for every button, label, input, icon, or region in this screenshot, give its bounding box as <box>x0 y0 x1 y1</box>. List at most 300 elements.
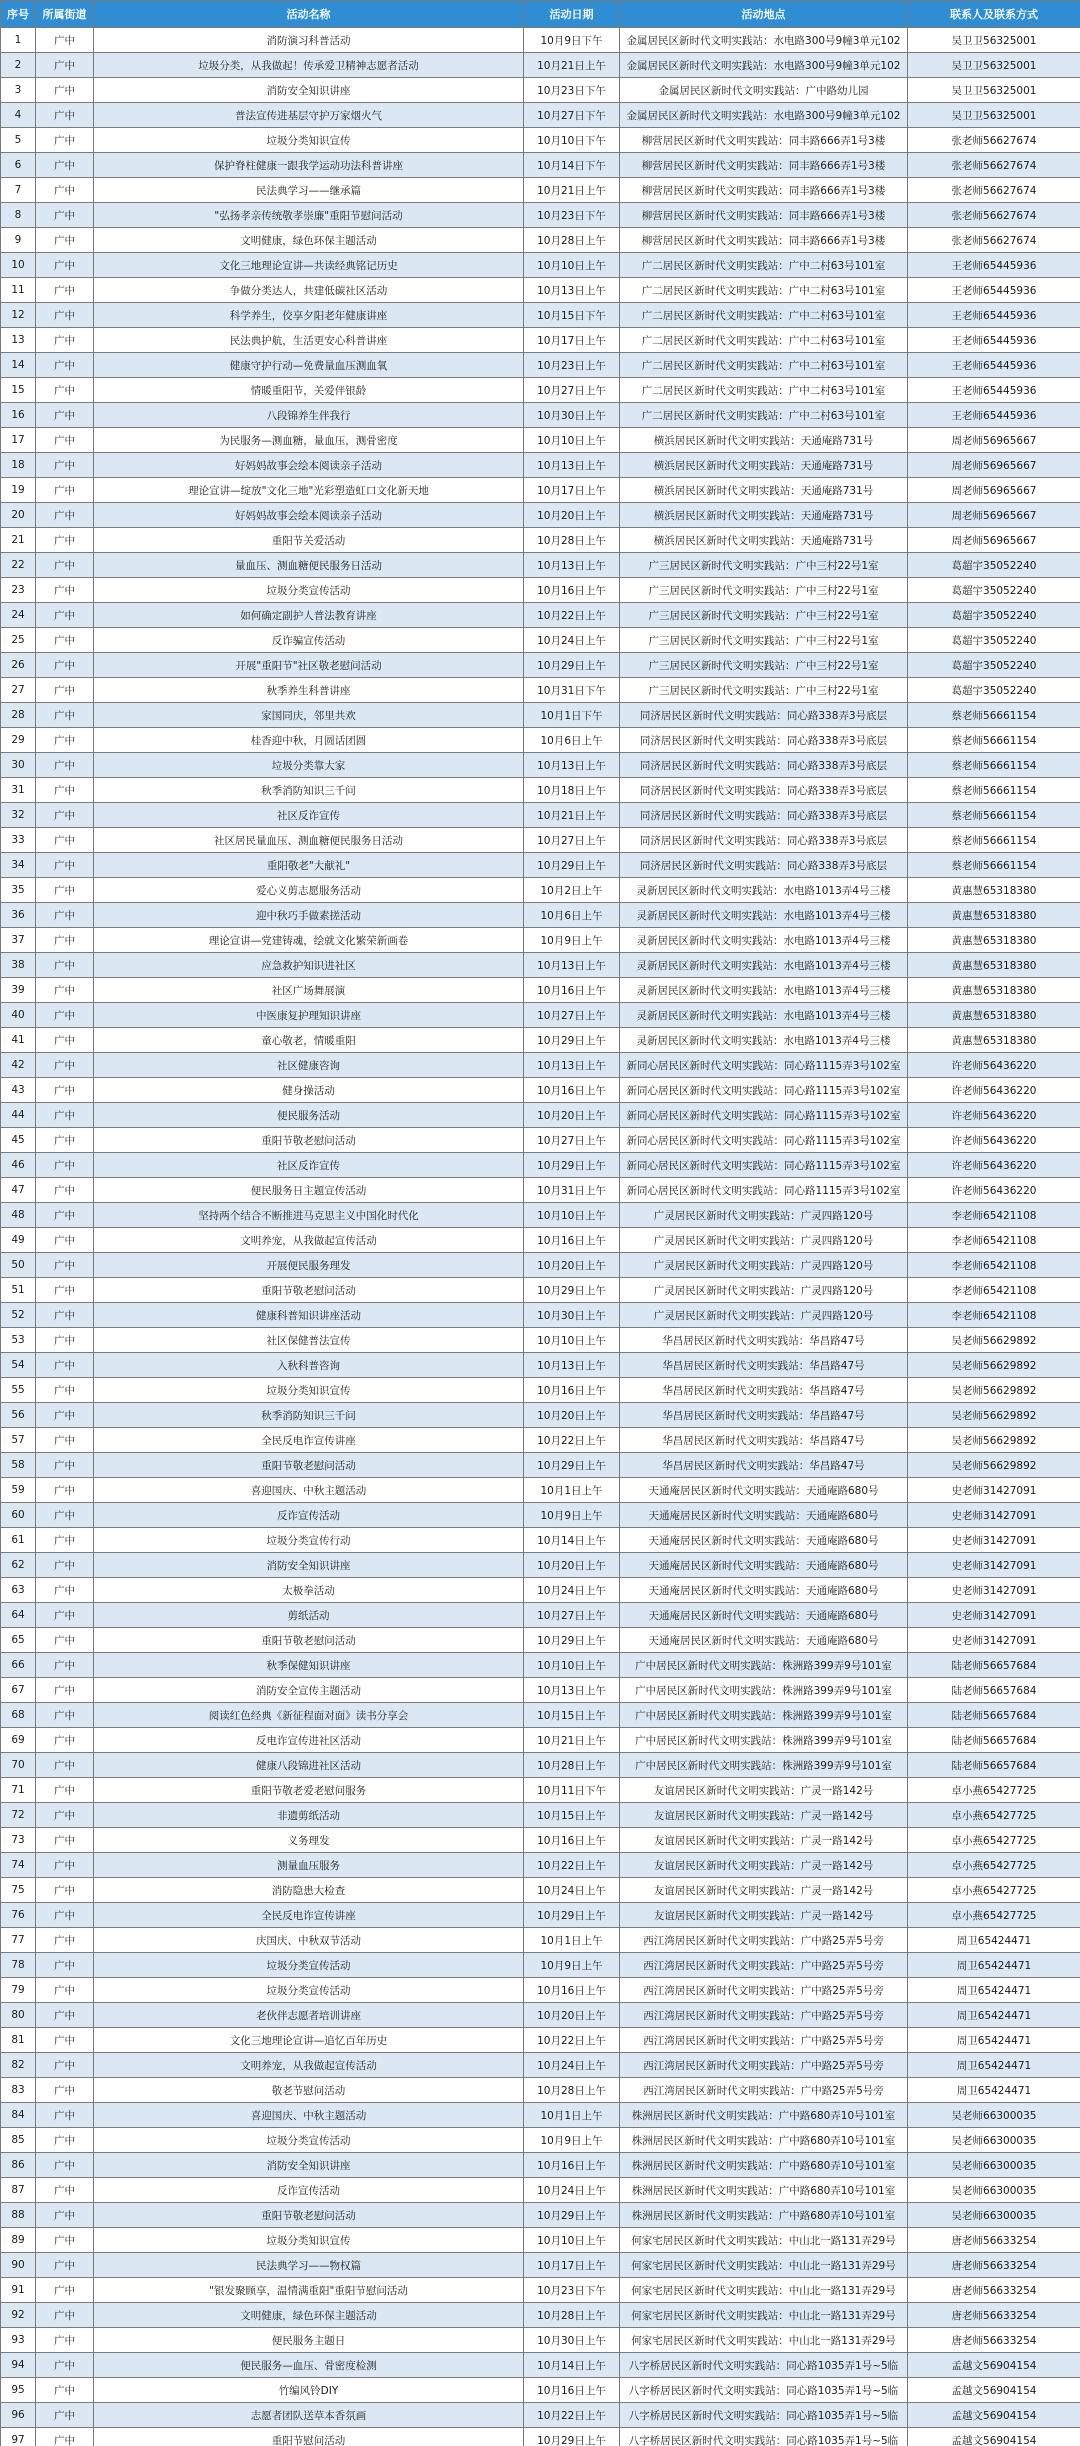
cell-index: 12 <box>1 303 36 328</box>
cell-activity-date: 10月9日上午 <box>524 2128 620 2153</box>
cell-activity-location: 广中居民区新时代文明实践站：株洲路399弄9号101室 <box>620 1653 908 1678</box>
cell-activity-name: 爱心义剪志愿服务活动 <box>94 878 524 903</box>
cell-activity-name: 家国同庆，邻里共欢 <box>94 703 524 728</box>
table-row <box>1 453 1080 478</box>
table-row <box>1 2053 1080 2078</box>
cell-contact: 唐老师56633254 <box>908 2278 1080 2303</box>
cell-contact: 蔡老师56661154 <box>908 853 1080 878</box>
cell-index: 20 <box>1 503 36 528</box>
table-row <box>1 853 1080 878</box>
cell-contact: 孟越文56904154 <box>908 2353 1080 2378</box>
cell-index: 6 <box>1 153 36 178</box>
cell-street: 广中 <box>36 403 94 428</box>
cell-street: 广中 <box>36 1478 94 1503</box>
cell-contact: 葛超宇35052240 <box>908 653 1080 678</box>
cell-street: 广中 <box>36 28 94 53</box>
cell-activity-date: 10月29日上午 <box>524 1278 620 1303</box>
cell-contact: 史老师31427091 <box>908 1528 1080 1553</box>
cell-contact: 周卫65424471 <box>908 1953 1080 1978</box>
cell-activity-date: 10月14日下午 <box>524 153 620 178</box>
cell-street: 广中 <box>36 953 94 978</box>
cell-activity-date: 10月28日上午 <box>524 1753 620 1778</box>
table-row <box>1 2378 1080 2403</box>
table-row <box>1 2278 1080 2303</box>
cell-activity-location: 广灵居民区新时代文明实践站：广灵四路120号 <box>620 1278 908 1303</box>
cell-contact: 史老师31427091 <box>908 1553 1080 1578</box>
cell-street: 广中 <box>36 1603 94 1628</box>
cell-activity-location: 柳营居民区新时代文明实践站：同丰路666弄1号3楼 <box>620 128 908 153</box>
cell-street: 广中 <box>36 1703 94 1728</box>
cell-street: 广中 <box>36 2153 94 2178</box>
cell-index: 79 <box>1 1978 36 2003</box>
table-row <box>1 2253 1080 2278</box>
cell-activity-date: 10月27日上午 <box>524 1003 620 1028</box>
cell-activity-date: 10月9日上午 <box>524 1503 620 1528</box>
cell-index: 35 <box>1 878 36 903</box>
cell-street: 广中 <box>36 778 94 803</box>
cell-index: 19 <box>1 478 36 503</box>
cell-street: 广中 <box>36 1978 94 2003</box>
cell-contact: 周老师56965667 <box>908 528 1080 553</box>
table-row <box>1 228 1080 253</box>
cell-contact: 史老师31427091 <box>908 1503 1080 1528</box>
table-row <box>1 1703 1080 1728</box>
cell-activity-date: 10月10日上午 <box>524 1203 620 1228</box>
cell-activity-date: 10月28日上午 <box>524 528 620 553</box>
cell-activity-location: 广二居民区新时代文明实践站：广中二村63号101室 <box>620 253 908 278</box>
cell-contact: 陆老师56657684 <box>908 1728 1080 1753</box>
cell-street: 广中 <box>36 128 94 153</box>
cell-activity-name: 中医康复护理知识讲座 <box>94 1003 524 1028</box>
cell-contact: 张老师56627674 <box>908 228 1080 253</box>
cell-contact: 唐老师56633254 <box>908 2253 1080 2278</box>
cell-street: 广中 <box>36 1628 94 1653</box>
cell-index: 37 <box>1 928 36 953</box>
cell-activity-date: 10月24日上午 <box>524 2053 620 2078</box>
cell-activity-location: 何家宅居民区新时代文明实践站：中山北一路131弄29号 <box>620 2328 908 2353</box>
cell-street: 广中 <box>36 1828 94 1853</box>
cell-index: 42 <box>1 1053 36 1078</box>
cell-activity-location: 西江湾居民区新时代文明实践站：广中路25弄5号旁 <box>620 2078 908 2103</box>
table-row <box>1 1078 1080 1103</box>
cell-activity-location: 灵新居民区新时代文明实践站：水电路1013弄4号三楼 <box>620 978 908 1003</box>
cell-index: 95 <box>1 2378 36 2403</box>
cell-index: 2 <box>1 53 36 78</box>
cell-activity-location: 同济居民区新时代文明实践站：同心路338弄3号底层 <box>620 753 908 778</box>
cell-street: 广中 <box>36 603 94 628</box>
cell-index: 89 <box>1 2228 36 2253</box>
cell-activity-name: 垃圾分类知识宣传 <box>94 2228 524 2253</box>
cell-activity-location: 广三居民区新时代文明实践站：广中三村22号1室 <box>620 603 908 628</box>
cell-index: 18 <box>1 453 36 478</box>
cell-activity-name: 文化三地理论宣讲—追忆百年历史 <box>94 2028 524 2053</box>
cell-activity-date: 10月29日上午 <box>524 1903 620 1928</box>
cell-contact: 卓小燕65427725 <box>908 1778 1080 1803</box>
cell-activity-date: 10月22日上午 <box>524 1428 620 1453</box>
cell-contact: 周卫65424471 <box>908 2078 1080 2103</box>
cell-index: 53 <box>1 1328 36 1353</box>
table-row <box>1 928 1080 953</box>
cell-activity-date: 10月29日上午 <box>524 1153 620 1178</box>
table-row <box>1 653 1080 678</box>
cell-activity-date: 10月27日上午 <box>524 1603 620 1628</box>
cell-activity-location: 同济居民区新时代文明实践站：同心路338弄3号底层 <box>620 853 908 878</box>
cell-street: 广中 <box>36 2078 94 2103</box>
cell-contact: 吴老师66300035 <box>908 2178 1080 2203</box>
cell-activity-location: 同济居民区新时代文明实践站：同心路338弄3号底层 <box>620 703 908 728</box>
cell-index: 87 <box>1 2178 36 2203</box>
cell-activity-date: 10月23日下午 <box>524 78 620 103</box>
cell-contact: 吴老师66300035 <box>908 2153 1080 2178</box>
cell-street: 广中 <box>36 2328 94 2353</box>
cell-contact: 周卫65424471 <box>908 2053 1080 2078</box>
cell-activity-location: 何家宅居民区新时代文明实践站：中山北一路131弄29号 <box>620 2278 908 2303</box>
table-row <box>1 603 1080 628</box>
cell-index: 71 <box>1 1778 36 1803</box>
cell-index: 23 <box>1 578 36 603</box>
cell-activity-date: 10月13日上午 <box>524 1353 620 1378</box>
cell-activity-name: 庆国庆、中秋双节活动 <box>94 1928 524 1953</box>
cell-activity-location: 广中居民区新时代文明实践站：株洲路399弄9号101室 <box>620 1753 908 1778</box>
cell-activity-name: 重阳节敬老慰问活动 <box>94 1278 524 1303</box>
cell-activity-date: 10月17日上午 <box>524 328 620 353</box>
cell-activity-location: 金属居民区新时代文明实践站：广中路幼儿园 <box>620 78 908 103</box>
table-row <box>1 2103 1080 2128</box>
cell-activity-name: 竹编风铃DIY <box>94 2378 524 2403</box>
cell-activity-location: 柳营居民区新时代文明实践站：同丰路666弄1号3楼 <box>620 203 908 228</box>
cell-activity-name: 剪纸活动 <box>94 1603 524 1628</box>
cell-contact: 蔡老师56661154 <box>908 703 1080 728</box>
cell-street: 广中 <box>36 1953 94 1978</box>
table-row <box>1 1578 1080 1603</box>
cell-activity-location: 灵新居民区新时代文明实践站：水电路1013弄4号三楼 <box>620 878 908 903</box>
cell-contact: 陆老师56657684 <box>908 1653 1080 1678</box>
cell-contact: 卓小燕65427725 <box>908 1903 1080 1928</box>
table-row <box>1 1228 1080 1253</box>
table-row <box>1 678 1080 703</box>
cell-street: 广中 <box>36 153 94 178</box>
cell-activity-name: 文明养宠，从我做起宣传活动 <box>94 1228 524 1253</box>
cell-street: 广中 <box>36 2128 94 2153</box>
cell-contact: 史老师31427091 <box>908 1603 1080 1628</box>
cell-street: 广中 <box>36 203 94 228</box>
cell-contact: 葛超宇35052240 <box>908 628 1080 653</box>
cell-activity-name: 文明健康，绿色环保主题活动 <box>94 228 524 253</box>
cell-street: 广中 <box>36 1778 94 1803</box>
cell-street: 广中 <box>36 1653 94 1678</box>
cell-activity-name: 秋季消防知识三千问 <box>94 778 524 803</box>
cell-activity-name: 社区健康咨询 <box>94 1053 524 1078</box>
cell-activity-location: 新同心居民区新时代文明实践站：同心路1115弄3号102室 <box>620 1053 908 1078</box>
cell-contact: 许老师56436220 <box>908 1103 1080 1128</box>
cell-activity-date: 10月13日上午 <box>524 753 620 778</box>
cell-street: 广中 <box>36 1803 94 1828</box>
cell-contact: 葛超宇35052240 <box>908 553 1080 578</box>
cell-street: 广中 <box>36 1228 94 1253</box>
cell-activity-date: 10月6日上午 <box>524 903 620 928</box>
cell-activity-date: 10月22日上午 <box>524 603 620 628</box>
cell-activity-location: 灵新居民区新时代文明实践站：水电路1013弄4号三楼 <box>620 953 908 978</box>
cell-contact: 唐老师56633254 <box>908 2228 1080 2253</box>
table-row <box>1 728 1080 753</box>
cell-activity-name: 社区保健普法宣传 <box>94 1328 524 1353</box>
cell-activity-date: 10月20日上午 <box>524 2003 620 2028</box>
cell-contact: 王老师65445936 <box>908 403 1080 428</box>
cell-activity-date: 10月24日上午 <box>524 1578 620 1603</box>
cell-activity-location: 横浜居民区新时代文明实践站：天通庵路731号 <box>620 478 908 503</box>
table-row <box>1 1903 1080 1928</box>
cell-activity-location: 西江湾居民区新时代文明实践站：广中路25弄5号旁 <box>620 1953 908 1978</box>
cell-contact: 王老师65445936 <box>908 278 1080 303</box>
cell-street: 广中 <box>36 653 94 678</box>
cell-contact: 吴老师56629892 <box>908 1353 1080 1378</box>
table-row <box>1 778 1080 803</box>
table-row <box>1 428 1080 453</box>
cell-street: 广中 <box>36 2003 94 2028</box>
cell-activity-date: 10月9日上午 <box>524 1953 620 1978</box>
cell-activity-location: 灵新居民区新时代文明实践站：水电路1013弄4号三楼 <box>620 928 908 953</box>
cell-activity-date: 10月14日上午 <box>524 2353 620 2378</box>
table-row <box>1 1678 1080 1703</box>
cell-activity-date: 10月1日下午 <box>524 703 620 728</box>
cell-contact: 黄惠慧65318380 <box>908 928 1080 953</box>
cell-street: 广中 <box>36 753 94 778</box>
cell-contact: 卓小燕65427725 <box>908 1878 1080 1903</box>
cell-activity-name: 重阳节敬老慰问活动 <box>94 2203 524 2228</box>
cell-contact: 蔡老师56661154 <box>908 803 1080 828</box>
cell-index: 68 <box>1 1703 36 1728</box>
cell-activity-location: 天通庵居民区新时代文明实践站：天通庵路680号 <box>620 1478 908 1503</box>
cell-street: 广中 <box>36 803 94 828</box>
cell-activity-date: 10月23日上午 <box>524 353 620 378</box>
cell-activity-date: 10月29日上午 <box>524 853 620 878</box>
cell-index: 25 <box>1 628 36 653</box>
cell-activity-location: 横浜居民区新时代文明实践站：天通庵路731号 <box>620 528 908 553</box>
cell-activity-date: 10月16日上午 <box>524 1078 620 1103</box>
cell-index: 58 <box>1 1453 36 1478</box>
cell-activity-date: 10月20日上午 <box>524 1553 620 1578</box>
cell-street: 广中 <box>36 1503 94 1528</box>
cell-contact: 陆老师56657684 <box>908 1753 1080 1778</box>
cell-street: 广中 <box>36 2378 94 2403</box>
cell-contact: 王老师65445936 <box>908 328 1080 353</box>
cell-activity-name: 老伙伴志愿者培训讲座 <box>94 2003 524 2028</box>
cell-activity-date: 10月10日上午 <box>524 428 620 453</box>
cell-contact: 周卫65424471 <box>908 2003 1080 2028</box>
cell-activity-date: 10月15日上午 <box>524 1703 620 1728</box>
cell-activity-location: 新同心居民区新时代文明实践站：同心路1115弄3号102室 <box>620 1153 908 1178</box>
col-header-index: 序号 <box>1 1 36 28</box>
cell-activity-name: 全民反电诈宣传讲座 <box>94 1903 524 1928</box>
cell-contact: 孟越文56904154 <box>908 2403 1080 2428</box>
cell-activity-location: 广三居民区新时代文明实践站：广中三村22号1室 <box>620 653 908 678</box>
cell-index: 46 <box>1 1153 36 1178</box>
cell-street: 广中 <box>36 278 94 303</box>
cell-activity-location: 株洲居民区新时代文明实践站：广中路680弄10号101室 <box>620 2103 908 2128</box>
cell-index: 57 <box>1 1428 36 1453</box>
cell-activity-location: 西江湾居民区新时代文明实践站：广中路25弄5号旁 <box>620 2003 908 2028</box>
table-row <box>1 1128 1080 1153</box>
cell-activity-name: 健康八段锦进社区活动 <box>94 1753 524 1778</box>
cell-street: 广中 <box>36 928 94 953</box>
cell-index: 16 <box>1 403 36 428</box>
table-row <box>1 178 1080 203</box>
cell-activity-location: 天通庵居民区新时代文明实践站：天通庵路680号 <box>620 1553 908 1578</box>
cell-activity-name: 好妈妈故事会绘本阅读亲子活动 <box>94 453 524 478</box>
table-row <box>1 1878 1080 1903</box>
cell-activity-name: 垃圾分类知识宣传 <box>94 128 524 153</box>
cell-index: 1 <box>1 28 36 53</box>
cell-activity-location: 华昌居民区新时代文明实践站：华昌路47号 <box>620 1378 908 1403</box>
cell-street: 广中 <box>36 628 94 653</box>
cell-contact: 孟越文56904154 <box>908 2428 1080 2446</box>
cell-activity-date: 10月29日上午 <box>524 2203 620 2228</box>
cell-index: 81 <box>1 2028 36 2053</box>
cell-contact: 史老师31427091 <box>908 1478 1080 1503</box>
cell-activity-date: 10月23日下午 <box>524 2278 620 2303</box>
cell-index: 5 <box>1 128 36 153</box>
cell-street: 广中 <box>36 503 94 528</box>
cell-activity-location: 友谊居民区新时代文明实践站：广灵一路142号 <box>620 1853 908 1878</box>
cell-contact: 许老师56436220 <box>908 1078 1080 1103</box>
cell-index: 51 <box>1 1278 36 1303</box>
cell-activity-name: 反诈宣传活动 <box>94 2178 524 2203</box>
table-row <box>1 703 1080 728</box>
cell-activity-location: 灵新居民区新时代文明实践站：水电路1013弄4号三楼 <box>620 1003 908 1028</box>
cell-activity-date: 10月15日上午 <box>524 1803 620 1828</box>
table-row <box>1 553 1080 578</box>
cell-activity-location: 华昌居民区新时代文明实践站：华昌路47号 <box>620 1328 908 1353</box>
cell-index: 8 <box>1 203 36 228</box>
table-row <box>1 2203 1080 2228</box>
cell-index: 49 <box>1 1228 36 1253</box>
table-row <box>1 1303 1080 1328</box>
cell-activity-location: 广二居民区新时代文明实践站：广中二村63号101室 <box>620 353 908 378</box>
cell-contact: 吴老师66300035 <box>908 2103 1080 2128</box>
cell-activity-location: 何家宅居民区新时代文明实践站：中山北一路131弄29号 <box>620 2253 908 2278</box>
cell-activity-name: 社区居民量血压、测血糖便民服务日活动 <box>94 828 524 853</box>
cell-index: 41 <box>1 1028 36 1053</box>
cell-index: 77 <box>1 1928 36 1953</box>
cell-street: 广中 <box>36 1403 94 1428</box>
cell-index: 56 <box>1 1403 36 1428</box>
table-row <box>1 1528 1080 1553</box>
table-row <box>1 2403 1080 2428</box>
cell-activity-location: 天通庵居民区新时代文明实践站：天通庵路680号 <box>620 1578 908 1603</box>
table-row <box>1 1778 1080 1803</box>
cell-street: 广中 <box>36 903 94 928</box>
cell-index: 22 <box>1 553 36 578</box>
cell-contact: 许老师56436220 <box>908 1153 1080 1178</box>
cell-activity-location: 友谊居民区新时代文明实践站：广灵一路142号 <box>620 1878 908 1903</box>
cell-activity-location: 同济居民区新时代文明实践站：同心路338弄3号底层 <box>620 778 908 803</box>
cell-contact: 王老师65445936 <box>908 253 1080 278</box>
cell-contact: 卓小燕65427725 <box>908 1803 1080 1828</box>
cell-activity-location: 天通庵居民区新时代文明实践站：天通庵路680号 <box>620 1503 908 1528</box>
table-row <box>1 1803 1080 1828</box>
cell-street: 广中 <box>36 228 94 253</box>
cell-contact: 吴卫卫56325001 <box>908 78 1080 103</box>
cell-contact: 张老师56627674 <box>908 203 1080 228</box>
cell-activity-location: 何家宅居民区新时代文明实践站：中山北一路131弄29号 <box>620 2303 908 2328</box>
cell-activity-name: 重阳节敬老慰问活动 <box>94 1453 524 1478</box>
cell-activity-name: 社区反诈宣传 <box>94 1153 524 1178</box>
cell-activity-location: 友谊居民区新时代文明实践站：广灵一路142号 <box>620 1903 908 1928</box>
cell-activity-name: 消防安全知识讲座 <box>94 78 524 103</box>
cell-activity-location: 同济居民区新时代文明实践站：同心路338弄3号底层 <box>620 803 908 828</box>
cell-activity-location: 广三居民区新时代文明实践站：广中三村22号1室 <box>620 678 908 703</box>
cell-activity-date: 10月17日上午 <box>524 2253 620 2278</box>
cell-activity-date: 10月13日上午 <box>524 1678 620 1703</box>
table-row <box>1 53 1080 78</box>
cell-activity-name: 垃圾分类宣传活动 <box>94 1953 524 1978</box>
cell-index: 13 <box>1 328 36 353</box>
table-row <box>1 2328 1080 2353</box>
cell-contact: 周卫65424471 <box>908 1928 1080 1953</box>
table-row <box>1 353 1080 378</box>
table-row <box>1 203 1080 228</box>
cell-index: 91 <box>1 2278 36 2303</box>
cell-street: 广中 <box>36 428 94 453</box>
cell-activity-name: 科学养生，佼享夕阳老年健康讲座 <box>94 303 524 328</box>
table-row <box>1 503 1080 528</box>
cell-contact: 史老师31427091 <box>908 1578 1080 1603</box>
cell-index: 84 <box>1 2103 36 2128</box>
table-row <box>1 1403 1080 1428</box>
cell-index: 93 <box>1 2328 36 2353</box>
cell-contact: 许老师56436220 <box>908 1128 1080 1153</box>
cell-activity-location: 横浜居民区新时代文明实践站：天通庵路731号 <box>620 428 908 453</box>
table-row <box>1 1603 1080 1628</box>
cell-activity-location: 八字桥居民区新时代文明实践站：同心路1035弄1号~5临 <box>620 2378 908 2403</box>
cell-activity-date: 10月11日下午 <box>524 1778 620 1803</box>
cell-contact: 李老师65421108 <box>908 1228 1080 1253</box>
cell-index: 29 <box>1 728 36 753</box>
cell-index: 27 <box>1 678 36 703</box>
cell-index: 34 <box>1 853 36 878</box>
cell-street: 广中 <box>36 1178 94 1203</box>
cell-street: 广中 <box>36 978 94 1003</box>
cell-activity-date: 10月15日下午 <box>524 303 620 328</box>
cell-activity-location: 株洲居民区新时代文明实践站：广中路680弄10号101室 <box>620 2153 908 2178</box>
cell-activity-location: 广中居民区新时代文明实践站：株洲路399弄9号101室 <box>620 1728 908 1753</box>
cell-activity-location: 友谊居民区新时代文明实践站：广灵一路142号 <box>620 1803 908 1828</box>
cell-street: 广中 <box>36 2303 94 2328</box>
cell-activity-date: 10月16日上午 <box>524 1828 620 1853</box>
table-row <box>1 1953 1080 1978</box>
table-row <box>1 2078 1080 2103</box>
cell-activity-name: 桂香迎中秋，月圆话团圆 <box>94 728 524 753</box>
cell-activity-name: 健康科普知识讲座活动 <box>94 1303 524 1328</box>
cell-activity-name: 理论宣讲—绽放"文化三地"光彩塑造虹口文化新天地 <box>94 478 524 503</box>
cell-activity-name: 反诈宣传活动 <box>94 1503 524 1528</box>
cell-index: 21 <box>1 528 36 553</box>
cell-activity-name: 社区广场舞展演 <box>94 978 524 1003</box>
table-row <box>1 1453 1080 1478</box>
cell-street: 广中 <box>36 578 94 603</box>
cell-activity-location: 株洲居民区新时代文明实践站：广中路680弄10号101室 <box>620 2178 908 2203</box>
cell-activity-name: 太极拳活动 <box>94 1578 524 1603</box>
cell-index: 44 <box>1 1103 36 1128</box>
table-row <box>1 1978 1080 2003</box>
cell-contact: 吴卫卫56325001 <box>908 103 1080 128</box>
cell-activity-location: 友谊居民区新时代文明实践站：广灵一路142号 <box>620 1828 908 1853</box>
table-row <box>1 1828 1080 1853</box>
cell-activity-name: 垃圾分类宣传活动 <box>94 1978 524 2003</box>
cell-street: 广中 <box>36 353 94 378</box>
cell-index: 61 <box>1 1528 36 1553</box>
table-row <box>1 103 1080 128</box>
